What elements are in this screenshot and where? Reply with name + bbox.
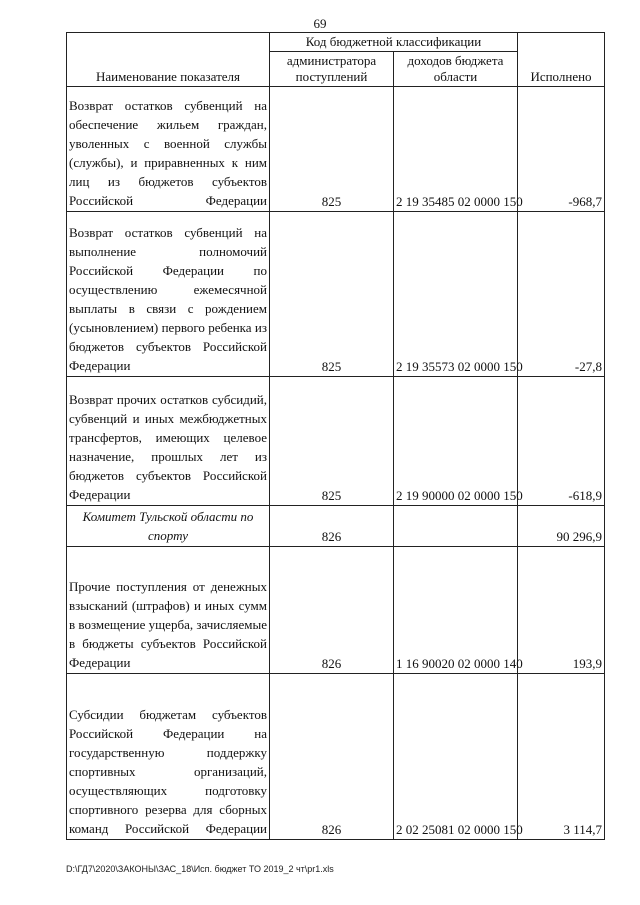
row-name: Субсидии бюджетам субъектов Российской Федерации на государственную поддержку спортивных организаций, осуществляющих подготовку спортивного резерва для сборных команд Российской Федерации [67,674,270,840]
row-done: -618,9 [518,377,605,506]
row-income: 2 19 90000 02 0000 150 [394,377,518,506]
row-admin: 825 [270,87,394,212]
header-admin: администратора поступлений [270,52,394,87]
row-admin: 826 [270,674,394,840]
header-income: доходов бюджета области [394,52,518,87]
table-row [67,87,605,212]
row-income: 1 16 90020 02 0000 140 [394,547,518,674]
row-admin: 825 [270,377,394,506]
page-number: 69 [313,16,327,31]
row-done: 193,9 [518,547,605,674]
row-income [394,506,518,547]
table-row [67,674,605,840]
row-done: 90 296,9 [518,506,605,547]
row-name: Возврат остатков субвенций на выполнение полномочий Российской Федерации по осуществлению ежемесячной выплаты в связи с рождением (усыновлением) первого ребенка из бюджетов субъектов Российской Федерации [67,212,270,377]
header-name: Наименование показателя [67,33,270,87]
header-code: Код бюджетной классификации [270,33,518,52]
row-admin: 825 [270,212,394,377]
row-admin: 826 [270,506,394,547]
row-income: 2 19 35573 02 0000 150 [394,212,518,377]
row-name: Возврат прочих остатков субсидий, субвенций и иных межбюджетных трансфертов, имеющих целевое назначение, прошлых лет из бюджетов субъектов Российской Федерации [67,377,270,506]
table-row [67,547,605,674]
row-done: 3 114,7 [518,674,605,840]
table-row [67,377,605,506]
footer-file-path: D:\ГД7\2020\ЗАКОНЫ\ЗАС_18\Исп. бюджет ТО 2019_2 чт\pr1.xls [66,864,334,874]
budget-table [66,32,605,840]
row-admin: 826 [270,547,394,674]
row-income: 2 19 35485 02 0000 150 [394,87,518,212]
row-done: -27,8 [518,212,605,377]
header-done: Исполнено [518,33,605,87]
table-row [67,506,605,547]
table-row [67,212,605,377]
row-name: Возврат остатков субвенций на обеспечение жильем граждан, уволенных с военной службы (службы), и приравненных к ним лиц из бюджетов субъектов Российской Федерации [67,87,270,212]
row-done: -968,7 [518,87,605,212]
row-name: Комитет Тульской области по спорту [67,506,270,547]
row-name: Прочие поступления от денежных взысканий (штрафов) и иных сумм в возмещение ущерба, зачисляемые в бюджеты субъектов Российской Федерации [67,547,270,674]
row-income: 2 02 25081 02 0000 150 [394,674,518,840]
